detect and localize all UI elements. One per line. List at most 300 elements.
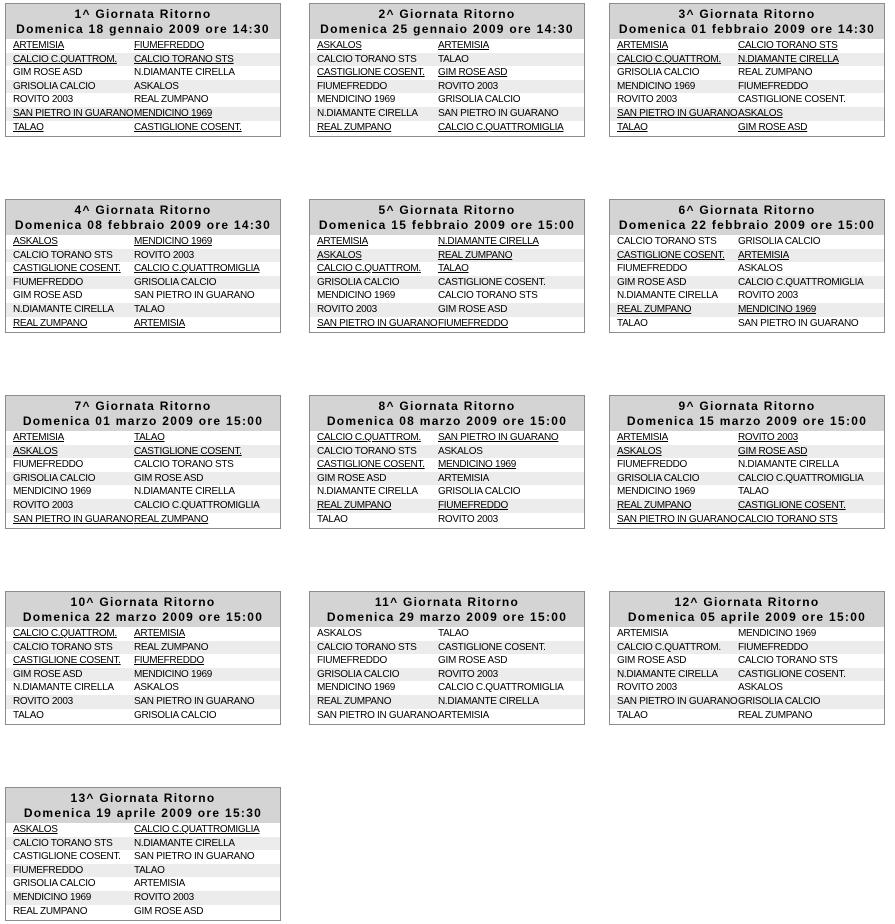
home-team-name: N.DIAMANTE CIRELLA (317, 107, 418, 119)
match-row (6, 837, 280, 851)
home-team (310, 249, 438, 263)
home-team-name: SAN PIETRO IN GUARANO (13, 513, 134, 525)
away-team-name: GIM ROSE ASD (738, 445, 808, 457)
match-row (610, 431, 884, 445)
home-team-name: FIUMEFREDDO (13, 276, 84, 288)
home-team (610, 458, 738, 472)
away-team-name: ARTEMISIA (134, 628, 186, 639)
match-row (6, 431, 280, 445)
home-team (610, 53, 738, 67)
away-team-name: CALCIO C.QUATTROMIGLIA (134, 499, 260, 511)
away-team (438, 39, 584, 53)
home-team-name: GRISOLIA CALCIO (13, 878, 96, 890)
away-team (134, 837, 280, 851)
match-row (310, 445, 584, 459)
match-row (310, 317, 584, 331)
away-team (134, 431, 280, 445)
home-team-name: MENDICINO 1969 (617, 80, 696, 92)
away-team (438, 80, 584, 94)
away-team (438, 107, 584, 121)
away-team (738, 80, 884, 94)
away-team-name: ARTEMISIA (438, 709, 490, 721)
home-team (6, 654, 134, 668)
away-team-name: CASTIGLIONE COSENT. (438, 641, 546, 653)
round-title: 1^ Giornata Ritorno (74, 7, 212, 21)
round-date: Domenica 08 marzo 2009 ore 15:00 (326, 414, 568, 428)
away-team (438, 499, 584, 513)
away-team-name: N.DIAMANTE CIRELLA (438, 695, 539, 707)
match-row (610, 303, 884, 317)
match-row (310, 654, 584, 668)
match-row (6, 235, 280, 249)
match-list (610, 627, 884, 722)
round-card (609, 3, 885, 137)
home-team-name: SAN PIETRO IN GUARANO (617, 107, 738, 119)
away-team-name: REAL ZUMPANO (438, 249, 513, 261)
away-team-name: CALCIO C.QUATTROMIGLIA (134, 824, 260, 835)
home-team-name: GIM ROSE ASD (13, 67, 83, 79)
away-team (738, 39, 884, 53)
away-team (438, 627, 584, 641)
away-team-name: MENDICINO 1969 (738, 628, 817, 639)
home-team (6, 121, 134, 135)
away-team (134, 303, 280, 317)
match-row (6, 303, 280, 317)
home-team-name: MENDICINO 1969 (13, 891, 92, 903)
away-team-name: ROVITO 2003 (438, 80, 498, 92)
match-list (6, 627, 280, 722)
away-team (134, 681, 280, 695)
match-row (310, 303, 584, 317)
home-team (6, 695, 134, 709)
match-row (6, 276, 280, 290)
home-team (6, 53, 134, 67)
round-date: Domenica 15 febbraio 2009 ore 15:00 (318, 218, 576, 232)
home-team-name: GIM ROSE ASD (13, 290, 83, 302)
round-card (609, 591, 885, 725)
home-team (6, 905, 134, 919)
round-title: 4^ Giornata Ritorno (74, 203, 212, 217)
away-team-name: MENDICINO 1969 (738, 303, 817, 315)
away-team (438, 235, 584, 249)
away-team (738, 317, 884, 331)
round-header (610, 4, 884, 39)
home-team (310, 709, 438, 723)
home-team-name: TALAO (13, 121, 44, 133)
away-team (438, 431, 584, 445)
away-team (134, 107, 280, 121)
home-team-name: CALCIO TORANO STS (317, 53, 417, 65)
away-team-name: CALCIO TORANO STS (738, 40, 838, 51)
away-team-name: ARTEMISIA (438, 472, 490, 484)
home-team-name: REAL ZUMPANO (617, 499, 692, 511)
away-team-name: FIUMEFREDDO (438, 499, 509, 511)
home-team-name: ASKALOS (317, 40, 362, 51)
home-team-name: N.DIAMANTE CIRELLA (13, 682, 114, 694)
away-team-name: GIM ROSE ASD (438, 303, 508, 315)
home-team-name: GRISOLIA CALCIO (617, 67, 700, 79)
away-team (738, 93, 884, 107)
away-team (438, 654, 584, 668)
round-header (310, 396, 584, 431)
home-team-name: ARTEMISIA (13, 40, 65, 51)
away-team (738, 289, 884, 303)
away-team (438, 485, 584, 499)
home-team (310, 627, 438, 641)
home-team-name: TALAO (617, 121, 648, 133)
match-row (310, 93, 584, 107)
home-team (6, 485, 134, 499)
away-team-name: ASKALOS (738, 107, 783, 119)
away-team-name: REAL ZUMPANO (134, 94, 209, 106)
match-list (610, 39, 884, 134)
home-team (310, 39, 438, 53)
match-row (310, 499, 584, 513)
home-team (610, 80, 738, 94)
round-title: 6^ Giornata Ritorno (678, 203, 816, 217)
home-team (610, 262, 738, 276)
match-row (6, 289, 280, 303)
home-team (6, 445, 134, 459)
away-team (738, 276, 884, 290)
home-team-name: MENDICINO 1969 (13, 486, 92, 498)
home-team-name: TALAO (317, 513, 348, 525)
away-team (438, 513, 584, 527)
away-team-name: GRISOLIA CALCIO (134, 709, 217, 721)
match-list (310, 431, 584, 526)
round-title: 3^ Giornata Ritorno (678, 7, 816, 21)
match-row (610, 513, 884, 527)
match-row (6, 654, 280, 668)
match-list (310, 39, 584, 134)
home-team (310, 445, 438, 459)
round-header (6, 396, 280, 431)
home-team (6, 317, 134, 331)
home-team (310, 499, 438, 513)
away-team-name: CALCIO TORANO STS (134, 459, 234, 471)
match-row (6, 877, 280, 891)
away-team-name: N.DIAMANTE CIRELLA (134, 837, 235, 849)
away-team (738, 472, 884, 486)
match-row (610, 53, 884, 67)
home-team (610, 627, 738, 641)
away-team-name: FIUMEFREDDO (134, 40, 205, 51)
away-team (134, 93, 280, 107)
match-row (610, 668, 884, 682)
match-row (6, 864, 280, 878)
away-team (134, 891, 280, 905)
match-row (6, 472, 280, 486)
away-team-name: ARTEMISIA (134, 317, 186, 329)
round-card (5, 199, 281, 333)
home-team (310, 668, 438, 682)
round-date: Domenica 15 marzo 2009 ore 15:00 (626, 414, 868, 428)
round-header (610, 592, 884, 627)
away-team (134, 66, 280, 80)
home-team (610, 66, 738, 80)
away-team (134, 627, 280, 641)
away-team-name: SAN PIETRO IN GUARANO (738, 317, 859, 329)
home-team (310, 93, 438, 107)
match-list (6, 235, 280, 330)
match-row (610, 107, 884, 121)
away-team-name: CALCIO TORANO STS (738, 655, 838, 667)
match-row (310, 458, 584, 472)
match-row (610, 276, 884, 290)
match-row (310, 80, 584, 94)
home-team-name: REAL ZUMPANO (13, 317, 88, 329)
round-card (609, 199, 885, 333)
home-team-name: REAL ZUMPANO (617, 303, 692, 315)
away-team (134, 499, 280, 513)
away-team (134, 262, 280, 276)
home-team (310, 66, 438, 80)
home-team-name: GIM ROSE ASD (617, 655, 687, 667)
home-team (6, 431, 134, 445)
match-row (610, 39, 884, 53)
away-team (738, 445, 884, 459)
home-team-name: GRISOLIA CALCIO (317, 668, 400, 680)
home-team (610, 513, 738, 527)
match-row (610, 627, 884, 641)
away-team-name: CALCIO C.QUATTROMIGLIA (738, 276, 864, 288)
away-team (134, 905, 280, 919)
away-team (738, 668, 884, 682)
home-team-name: CALCIO C.QUATTROM. (13, 53, 117, 65)
home-team-name: CALCIO TORANO STS (13, 249, 113, 261)
home-team (310, 431, 438, 445)
home-team (610, 641, 738, 655)
match-list (610, 235, 884, 330)
away-team (134, 641, 280, 655)
home-team (310, 262, 438, 276)
round-title: 9^ Giornata Ritorno (678, 399, 816, 413)
away-team-name: ARTEMISIA (438, 40, 490, 51)
away-team-name: ROVITO 2003 (134, 249, 194, 261)
away-team-name: SAN PIETRO IN GUARANO (134, 851, 255, 863)
away-team (438, 121, 584, 135)
away-team-name: ROVITO 2003 (438, 668, 498, 680)
away-team-name: TALAO (134, 432, 165, 443)
away-team (738, 485, 884, 499)
away-team (738, 627, 884, 641)
round-title: 2^ Giornata Ritorno (378, 7, 516, 21)
round-title: 12^ Giornata Ritorno (674, 595, 820, 609)
match-row (6, 681, 280, 695)
match-row (310, 431, 584, 445)
away-team-name: GRISOLIA CALCIO (438, 486, 521, 498)
away-team-name: TALAO (438, 53, 469, 65)
away-team (134, 877, 280, 891)
home-team (310, 654, 438, 668)
round-header (6, 200, 280, 235)
home-team-name: GRISOLIA CALCIO (13, 472, 96, 484)
away-team (438, 472, 584, 486)
home-team-name: ROVITO 2003 (13, 94, 73, 106)
home-team (6, 262, 134, 276)
match-row (610, 249, 884, 263)
away-team-name: CASTIGLIONE COSENT. (738, 668, 846, 680)
home-team-name: CALCIO C.QUATTROM. (317, 432, 421, 443)
home-team-name: ROVITO 2003 (13, 695, 73, 707)
away-team (134, 80, 280, 94)
home-team (610, 107, 738, 121)
away-team-name: GRISOLIA CALCIO (738, 695, 821, 707)
home-team-name: CALCIO C.QUATTROM. (13, 628, 117, 639)
away-team-name: ROVITO 2003 (738, 290, 798, 302)
round-header (610, 396, 884, 431)
home-team-name: ASKALOS (617, 445, 662, 457)
away-team (738, 262, 884, 276)
home-team (6, 513, 134, 527)
match-row (6, 850, 280, 864)
round-header (6, 4, 280, 39)
home-team-name: CALCIO C.QUATTROM. (617, 53, 721, 65)
match-row (610, 289, 884, 303)
away-team-name: CASTIGLIONE COSENT. (738, 499, 846, 511)
away-team-name: TALAO (438, 628, 469, 639)
home-team-name: REAL ZUMPANO (317, 499, 392, 511)
home-team (610, 668, 738, 682)
home-team (610, 654, 738, 668)
home-team-name: ROVITO 2003 (617, 682, 677, 694)
away-team (438, 53, 584, 67)
round-title: 11^ Giornata Ritorno (374, 595, 520, 609)
round-title: 5^ Giornata Ritorno (378, 203, 516, 217)
away-team (134, 823, 280, 837)
match-row (610, 121, 884, 135)
round-card (309, 3, 585, 137)
away-team (134, 235, 280, 249)
home-team-name: FIUMEFREDDO (13, 459, 84, 471)
away-team-name: REAL ZUMPANO (134, 641, 209, 653)
home-team (610, 121, 738, 135)
away-team-name: CALCIO C.QUATTROMIGLIA (134, 263, 260, 275)
away-team (134, 249, 280, 263)
away-team (134, 445, 280, 459)
away-team-name: CALCIO C.QUATTROMIGLIA (438, 682, 564, 694)
round-date: Domenica 01 febbraio 2009 ore 14:30 (618, 22, 876, 36)
home-team-name: N.DIAMANTE CIRELLA (317, 486, 418, 498)
away-team (738, 513, 884, 527)
match-row (6, 93, 280, 107)
away-team (738, 235, 884, 249)
home-team-name: GRISOLIA CALCIO (617, 472, 700, 484)
home-team (6, 276, 134, 290)
home-team-name: CASTIGLIONE COSENT. (13, 263, 121, 275)
away-team-name: CASTIGLIONE COSENT. (134, 121, 242, 133)
match-row (310, 695, 584, 709)
away-team (134, 472, 280, 486)
home-team-name: ARTEMISIA (317, 236, 369, 247)
home-team (610, 317, 738, 331)
home-team (310, 472, 438, 486)
match-row (310, 276, 584, 290)
away-team-name: CALCIO TORANO STS (738, 513, 838, 525)
away-team (738, 709, 884, 723)
home-team (610, 39, 738, 53)
home-team-name: ASKALOS (13, 824, 58, 835)
match-row (310, 262, 584, 276)
round-title: 8^ Giornata Ritorno (378, 399, 516, 413)
away-team-name: ROVITO 2003 (438, 513, 498, 525)
away-team (134, 458, 280, 472)
match-row (6, 121, 280, 135)
away-team-name: ASKALOS (738, 263, 783, 275)
away-team-name: ASKALOS (438, 445, 483, 457)
home-team-name: N.DIAMANTE CIRELLA (617, 290, 718, 302)
home-team (6, 823, 134, 837)
home-team-name: ASKALOS (317, 249, 362, 261)
away-team-name: MENDICINO 1969 (134, 107, 213, 119)
away-team (438, 668, 584, 682)
away-team (738, 681, 884, 695)
away-team (738, 53, 884, 67)
away-team (738, 303, 884, 317)
match-row (6, 485, 280, 499)
away-team-name: TALAO (438, 263, 469, 275)
home-team (310, 458, 438, 472)
home-team-name: TALAO (617, 317, 648, 329)
home-team (6, 499, 134, 513)
away-team (738, 458, 884, 472)
away-team-name: ARTEMISIA (134, 878, 186, 890)
home-team (310, 513, 438, 527)
home-team-name: ASKALOS (13, 236, 58, 247)
home-team (610, 289, 738, 303)
match-row (310, 641, 584, 655)
away-team (134, 513, 280, 527)
away-team-name: REAL ZUMPANO (738, 709, 813, 721)
home-team (610, 681, 738, 695)
home-team-name: CASTIGLIONE COSENT. (317, 67, 425, 79)
home-team (610, 249, 738, 263)
away-team-name: CASTIGLIONE COSENT. (438, 276, 546, 288)
away-team (438, 262, 584, 276)
match-row (310, 39, 584, 53)
home-team (310, 695, 438, 709)
home-team (6, 864, 134, 878)
match-list (6, 39, 280, 134)
away-team-name: GIM ROSE ASD (438, 655, 508, 667)
away-team-name: GRISOLIA CALCIO (438, 94, 521, 106)
away-team (134, 485, 280, 499)
away-team-name: GIM ROSE ASD (134, 472, 204, 484)
away-team-name: FIUMEFREDDO (134, 655, 205, 667)
home-team (610, 431, 738, 445)
match-list (310, 235, 584, 330)
away-team (134, 317, 280, 331)
home-team (610, 235, 738, 249)
match-row (310, 66, 584, 80)
away-team (438, 317, 584, 331)
home-team-name: ROVITO 2003 (13, 499, 73, 511)
home-team (6, 303, 134, 317)
away-team (438, 289, 584, 303)
home-team (310, 485, 438, 499)
round-date: Domenica 05 aprile 2009 ore 15:00 (627, 610, 867, 624)
home-team-name: ARTEMISIA (617, 40, 669, 51)
away-team (738, 654, 884, 668)
home-team-name: CALCIO TORANO STS (317, 445, 417, 457)
match-row (6, 627, 280, 641)
home-team (310, 317, 438, 331)
home-team (6, 289, 134, 303)
match-row (610, 472, 884, 486)
away-team-name: CALCIO TORANO STS (438, 290, 538, 302)
home-team-name: ASKALOS (317, 628, 362, 639)
away-team-name: GRISOLIA CALCIO (738, 236, 821, 247)
